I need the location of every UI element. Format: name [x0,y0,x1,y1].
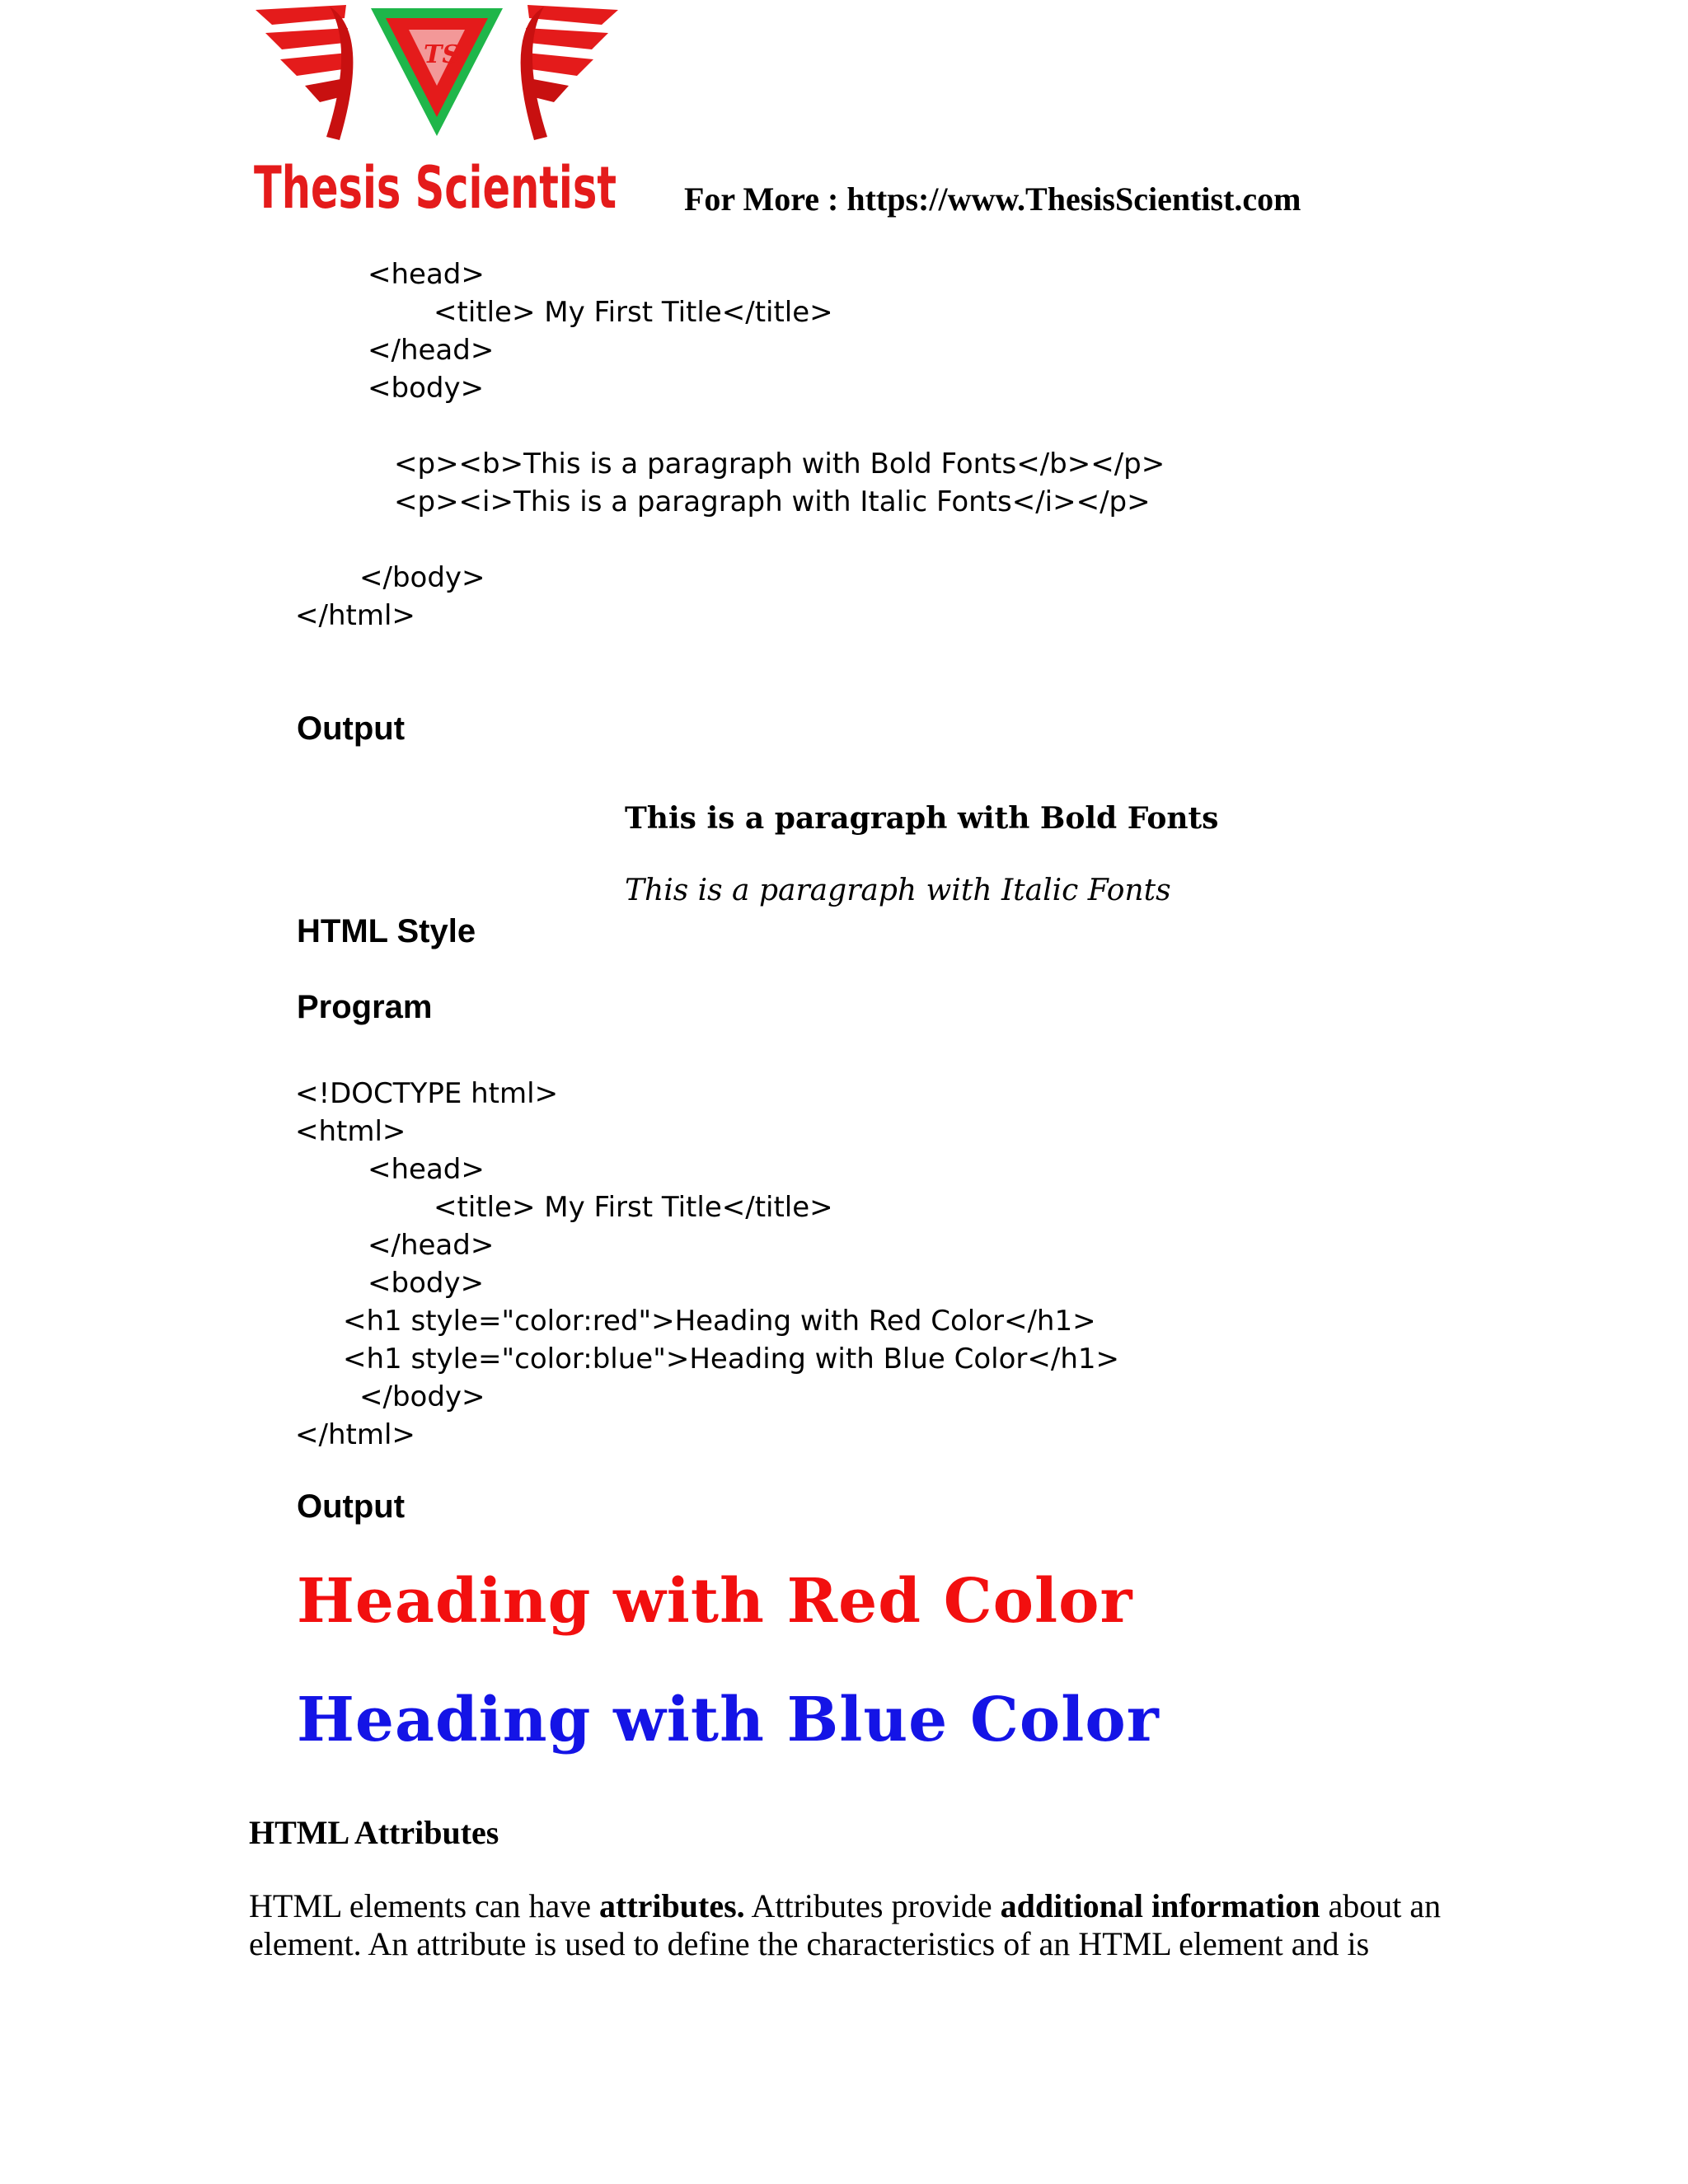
section-title-html-attributes: HTML Attributes [249,1814,499,1851]
code-line: <body> [368,1267,485,1300]
output-italic-paragraph: This is a paragraph with Italic Fonts [625,874,1171,907]
code-line: </body> [359,561,485,594]
code-line: </html> [295,599,415,632]
code-line: <h1 style="color:red">Heading with Red Color</h1> [343,1305,1096,1338]
code-line: <head> [368,258,485,291]
code-line: </html> [295,1418,415,1451]
paragraph-bold-text: attributes. [599,1887,745,1924]
paragraph-text: HTML elements can have [249,1887,600,1924]
paragraph-bold-text: additional information [1000,1887,1320,1924]
code-line: <body> [368,372,485,405]
code-line: <h1 style="color:blue">Heading with Blue Color</h1> [343,1343,1119,1376]
code-line: </head> [368,334,495,367]
output-red-heading: Heading with Red Color [297,1566,1133,1637]
output-label: Output [297,710,406,747]
code-line: <head> [368,1153,485,1186]
section-title-html-style: HTML Style [297,913,476,949]
output-bold-paragraph: This is a paragraph with Bold Fonts [625,801,1219,836]
paragraph-text: Attributes provide [744,1887,1001,1924]
thesis-scientist-logo [247,0,626,223]
program-label: Program [297,989,433,1025]
logo-initials-text: TS [424,40,460,69]
code-line: <p><i>This is a paragraph with Italic Fonts</i></p> [394,485,1151,518]
output-blue-heading: Heading with Blue Color [297,1685,1160,1755]
code-line: </head> [368,1229,495,1262]
code-line: </body> [359,1380,485,1413]
code-line: <p><b>This is a paragraph with Bold Fonts</b></p> [394,448,1165,480]
code-line: <!DOCTYPE html> [295,1077,559,1110]
code-line: <html> [295,1115,406,1148]
logo-wordmark: Thesis Scientist [254,154,617,222]
site-link[interactable]: For More : https://www.ThesisScientist.com [684,180,1301,218]
output-label: Output [297,1488,406,1525]
code-line: <title> My First Title</title> [434,296,833,329]
attributes-paragraph [249,1887,1452,1963]
paragraph-text: about an element. An attribute is used to define the characteristics of an HTML element and is [249,1887,1442,1962]
code-line: <title> My First Title</title> [434,1191,833,1224]
